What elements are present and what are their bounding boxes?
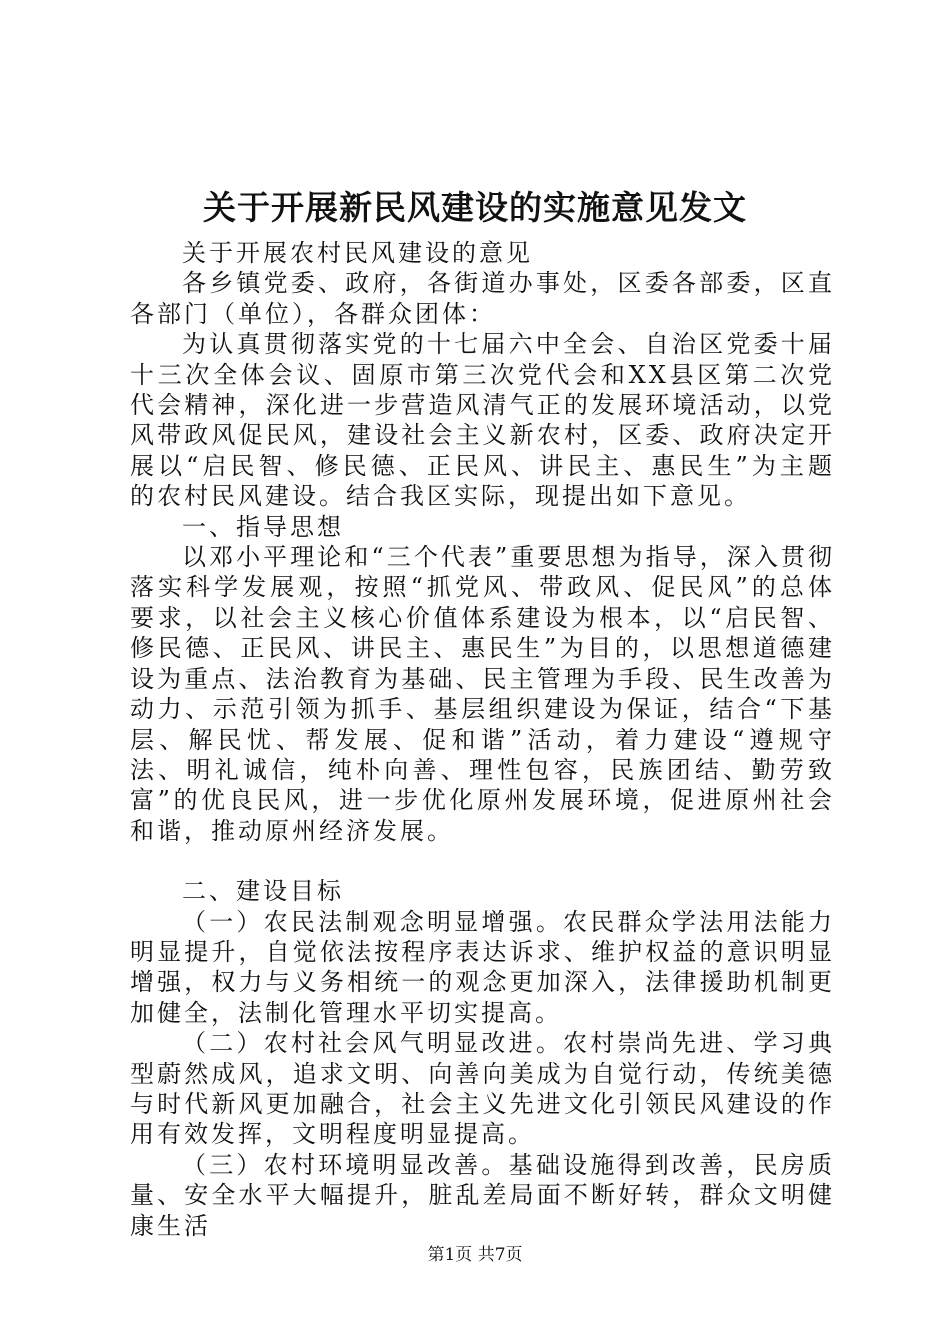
section-heading-guiding-thought: 一、指导思想 <box>182 512 344 541</box>
paragraph-gap <box>130 846 835 876</box>
intro-paragraph: 为认真贯彻落实党的十七届六中全会、自治区党委十届十三次全体会议、固原市第三次党代会和XX县区第二次党代会精神，深化进一步营造风清气正的发展环境活动，以党风带政风促民风，建设社会主义新农村，区委、政府决定开展以“启民智、修民德、正民风、讲民主、惠民生”为主题的农村民风建设。结合我区实际，现提出如下意见。 <box>130 330 835 511</box>
addressee-paragraph: 各乡镇党委、政府，各街道办事处，区委各部委，区直各部门（单位），各群众团体： <box>130 269 835 328</box>
subtitle-paragraph: 关于开展农村民风建设的意见 <box>182 239 533 267</box>
goal-paragraph-2: （二）农村社会风气明显改进。农村崇尚先进、学习典型蔚然成风，追求文明、向善向美成为自觉行动，传统美德与时代新风更加融合，社会主义先进文化引领民风建设的作用有效发挥，文明程度明显提高。 <box>130 1029 835 1149</box>
document-body <box>130 238 835 1241</box>
document-title: 关于开展新民风建设的实施意见发文 <box>203 188 747 227</box>
goal-paragraph-3: （三）农村环境明显改善。基础设施得到改善，民房质量、安全水平大幅提升，脏乱差局面不断好转，群众文明健康生活 <box>130 1150 835 1240</box>
guiding-thought-paragraph: 以邓小平理论和“三个代表”重要思想为指导，深入贯彻落实科学发展观，按照“抓党风、带政风、促民风”的总体要求，以社会主义核心价值体系建设为根本，以“启民智、修民德、正民风、讲民主、惠民生”为目的，以思想道德建设为重点、法治教育为基础、民主管理为手段、民生改善为动力、示范引领为抓手、基层组织建设为保证，结合“下基层、解民忧、帮发展、促和谐”活动，着力建设“遵规守法、明礼诚信，纯朴向善、理性包容，民族团结、勤劳致富”的优良民风，进一步优化原州发展环境，促进原州社会和谐，推动原州经济发展。 <box>130 543 835 845</box>
section-heading-goals: 二、建设目标 <box>182 877 344 906</box>
goal-paragraph-1: （一）农民法制观念明显增强。农民群众学法用法能力明显提升，自觉依法按程序表达诉求、维护权益的意识明显增强，权力与义务相统一的观念更加深入，法律援助机制更加健全，法制化管理水平切实提高。 <box>130 907 835 1027</box>
page-footer: 第1页 共7页 <box>427 1245 523 1265</box>
